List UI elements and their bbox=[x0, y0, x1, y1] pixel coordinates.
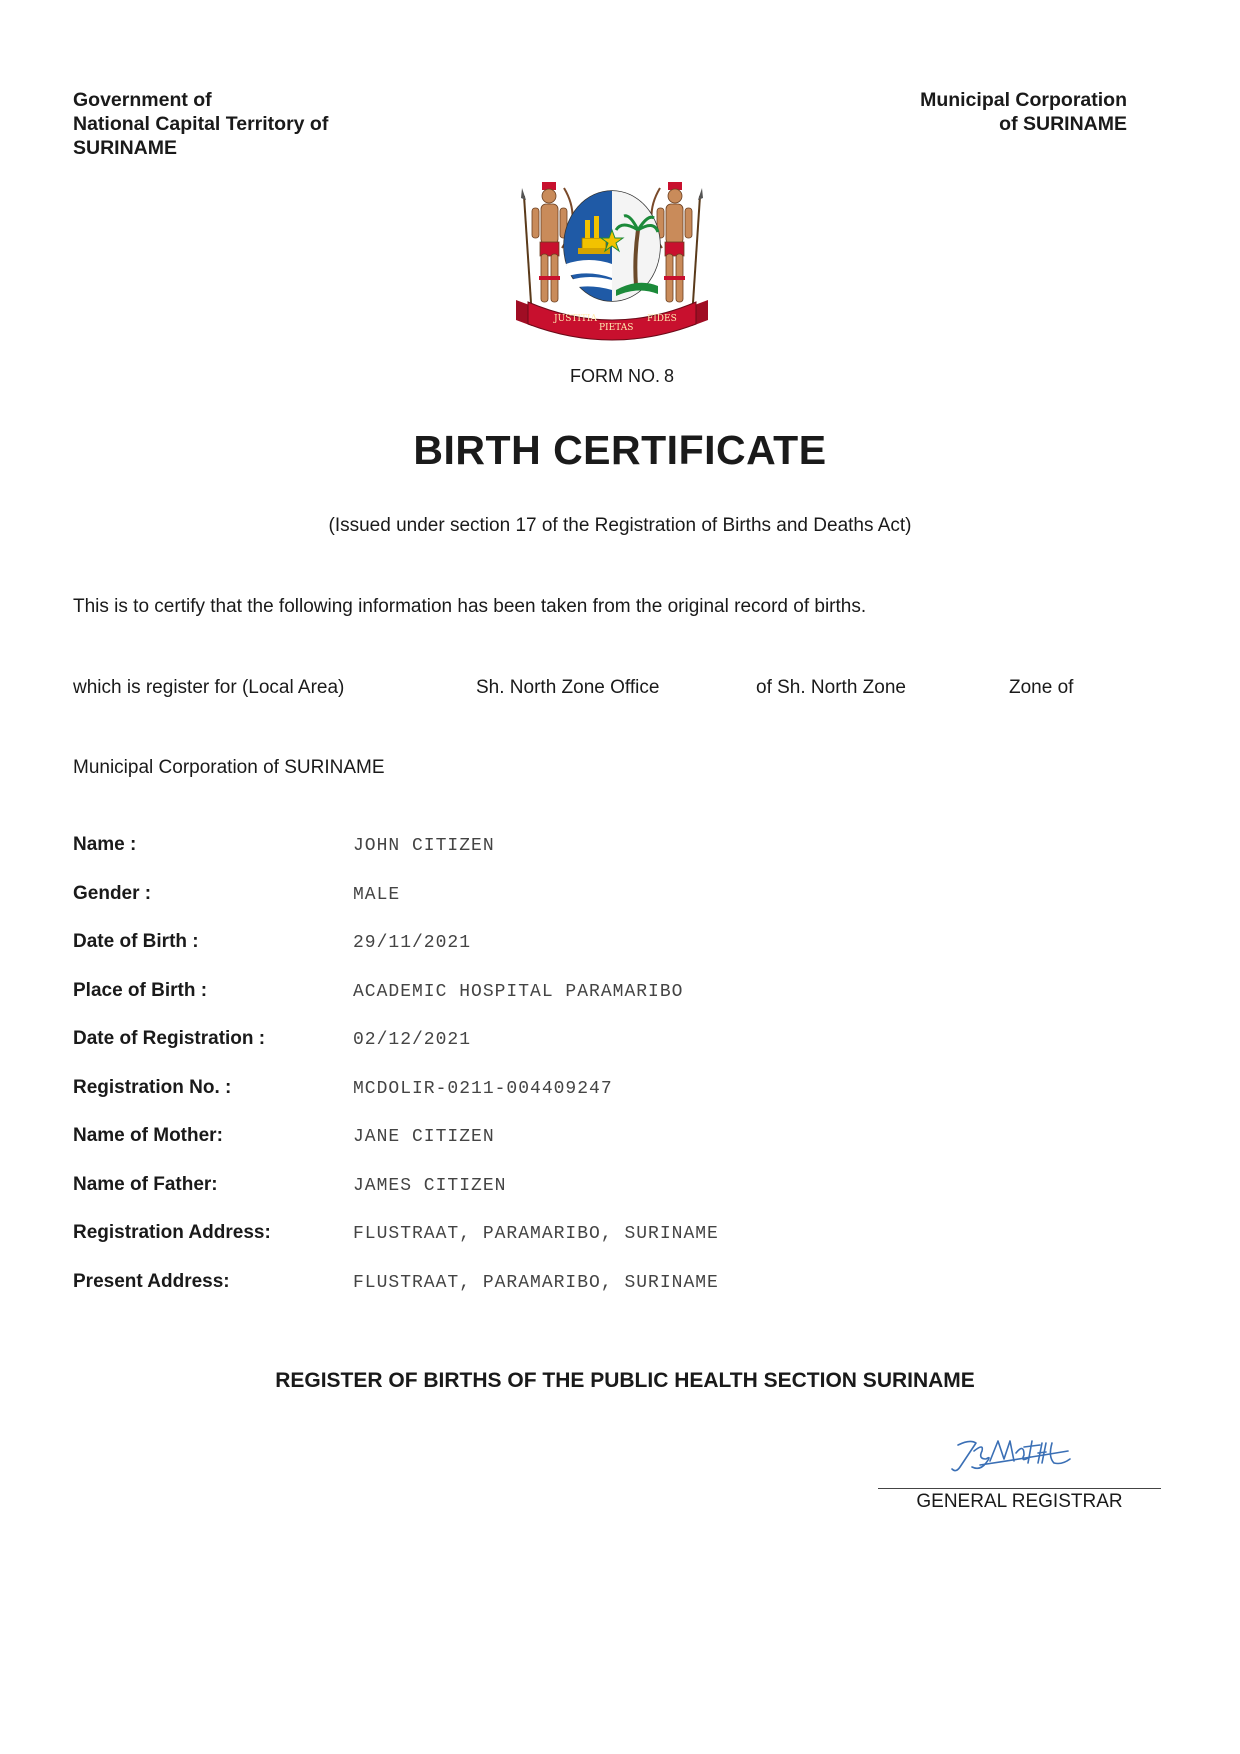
issuer-municipal bbox=[920, 88, 1127, 136]
issuer-government bbox=[73, 88, 328, 160]
field-label: Name : bbox=[73, 834, 137, 855]
field-value: ACADEMIC HOSPITAL PARAMARIBO bbox=[353, 981, 684, 1002]
field-label: Registration Address: bbox=[73, 1222, 271, 1243]
issuer-municipal-line-1: Municipal Corporation bbox=[920, 89, 1127, 111]
field-value: JOHN CITIZEN bbox=[353, 836, 495, 856]
issuer-government-line-1: Government of bbox=[73, 89, 212, 111]
field-value: JANE CITIZEN bbox=[353, 1127, 495, 1147]
field-label: Present Address: bbox=[73, 1270, 230, 1292]
right-supporter bbox=[657, 182, 692, 302]
signature-line bbox=[878, 1488, 1161, 1489]
field-value: JAMES CITIZEN bbox=[353, 1175, 507, 1196]
municipal-corporation-line: Municipal Corporation of SURINAME bbox=[73, 757, 385, 778]
shield bbox=[564, 191, 660, 301]
document-title: BIRTH CERTIFICATE bbox=[413, 427, 827, 473]
left-supporter bbox=[532, 182, 567, 302]
motto-pietas: PIETAS bbox=[599, 323, 634, 333]
issuer-municipal-line-2: of SURINAME bbox=[999, 113, 1127, 135]
certification-statement: This is to certify that the following information has been taken from the original record of births. bbox=[73, 596, 867, 617]
field-value: MCDOLIR-0211-004409247 bbox=[353, 1078, 613, 1099]
field-label: Name of Father: bbox=[73, 1173, 218, 1195]
motto-ribbon bbox=[516, 300, 708, 340]
field-value: FLUSTRAAT, PARAMARIBO, SURINAME bbox=[353, 1272, 719, 1293]
zone-name: of Sh. North Zone bbox=[756, 677, 906, 698]
field-label: Place of Birth : bbox=[73, 979, 208, 1001]
register-title: REGISTER OF BIRTHS OF THE PUBLIC HEALTH SECTION SURINAME bbox=[275, 1369, 975, 1392]
issuer-government-line-3: SURINAME bbox=[73, 137, 178, 159]
field-value: FLUSTRAAT, PARAMARIBO, SURINAME bbox=[353, 1224, 719, 1244]
signatory-title: GENERAL REGISTRAR bbox=[916, 1491, 1123, 1512]
zone-of-label: Zone of bbox=[1009, 677, 1074, 698]
signature-image bbox=[950, 1433, 1080, 1478]
issuer-government-line-2: National Capital Territory of bbox=[73, 113, 329, 135]
motto-fides: FIDES bbox=[647, 314, 677, 324]
field-label: Date of Registration : bbox=[73, 1028, 266, 1049]
field-value: 02/12/2021 bbox=[353, 1030, 472, 1050]
zone-office: Sh. North Zone Office bbox=[476, 677, 660, 698]
document-subtitle: (Issued under section 17 of the Registration of Births and Deaths Act) bbox=[328, 515, 912, 536]
field-label: Gender : bbox=[73, 882, 152, 904]
form-number-label: FORM NO. bbox=[569, 366, 660, 386]
local-area-label: which is register for (Local Area) bbox=[73, 677, 345, 698]
field-label: Date of Birth : bbox=[73, 931, 199, 952]
form-number-value: 8 bbox=[663, 366, 674, 386]
form-number bbox=[0, 366, 1240, 387]
field-label: Registration No. : bbox=[73, 1076, 232, 1098]
field-value: MALE bbox=[353, 884, 401, 905]
field-value: 29/11/2021 bbox=[353, 933, 472, 953]
field-label: Name of Mother: bbox=[73, 1125, 223, 1146]
motto-justitia: JUSTITIA bbox=[554, 314, 597, 324]
coat-of-arms-emblem bbox=[512, 178, 712, 343]
